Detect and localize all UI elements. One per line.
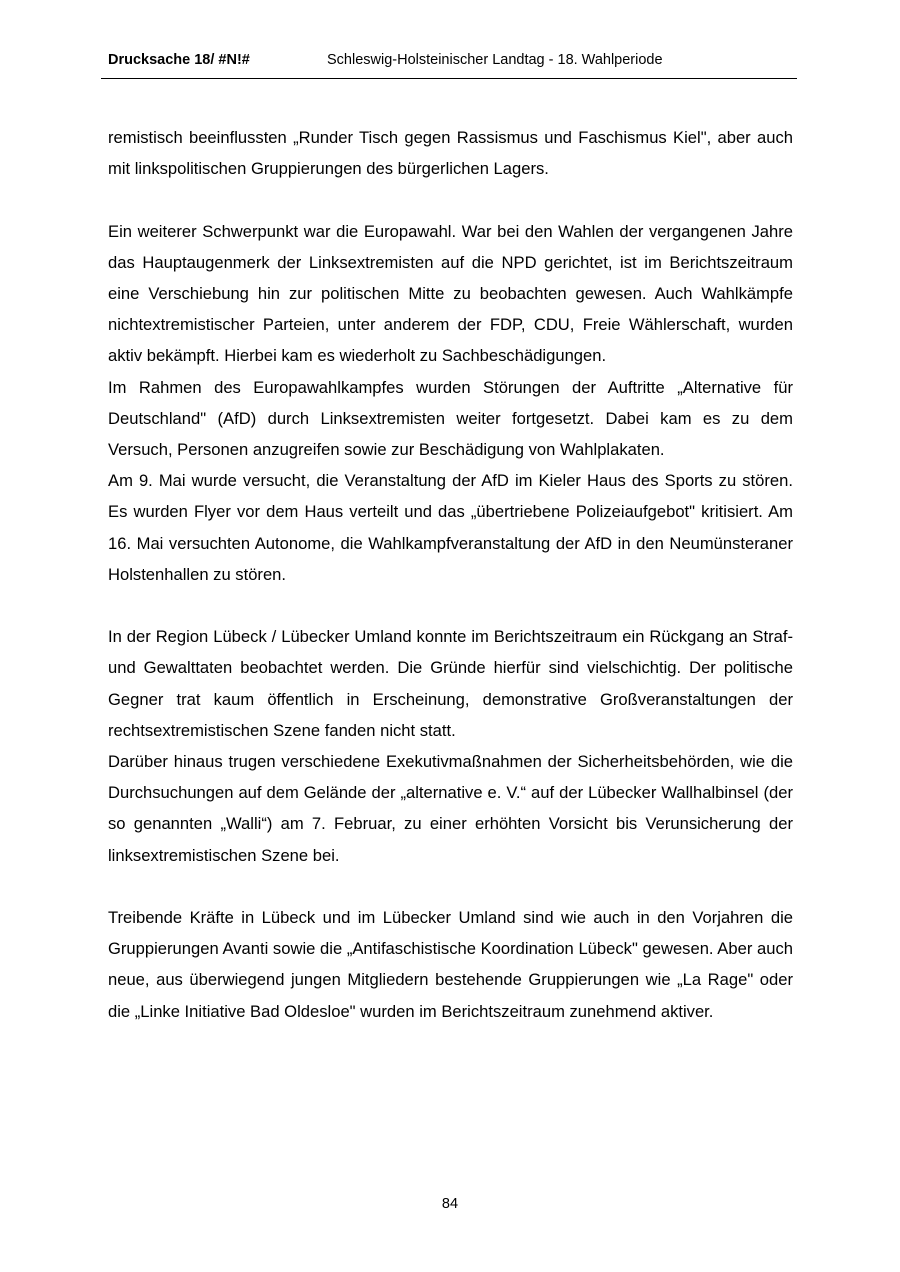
paragraph-gap [108,871,793,902]
paragraph-gap [108,590,793,621]
paragraph: Im Rahmen des Europawahlkampfes wurden Störungen der Auftritte „Alternative für Deutschland" (AfD) durch Linksextremisten weiter fortgesetzt. Dabei kam es zu dem Versuch, Personen anzugreifen sowie zur Beschädigung von Wahlplakaten. [108,377,793,460]
paragraph: Am 9. Mai wurde versucht, die Veranstaltung der AfD im Kieler Haus des Sports zu stören. Es wurden Flyer vor dem Haus verteilt und das „übertriebene Polizeiaufgebot" kritisiert. Am 16. Mai versuchten Autonome, die Wahlkampfveranstaltung der AfD in den Neumünsteraner Holstenhallen zu stören. [108,471,793,584]
paragraph: remistisch beeinflussten „Runder Tisch gegen Rassismus und Faschismus Kiel", aber auch mit linkspolitischen Gruppierungen des bürgerlichen Lagers. [108,128,793,179]
paragraph: Ein weiterer Schwerpunkt war die Europawahl. War bei den Wahlen der vergangenen Jahre das Hauptaugenmerk der Linksextremisten auf die NPD gerichtet, ist im Berichtszeitraum eine Verschiebung hin zur politischen Mitte zu beobachten gewesen. Auch Wahlkämpfe nichtextremistischer Parteien, unter anderem der FDP, CDU, Freie Wählerschaft, wurden aktiv bekämpft. Hierbei kam es wiederholt zu Sachbeschädigungen. [108,221,793,366]
parliament-title: Schleswig-Holsteinischer Landtag - 18. Wahlperiode [327,52,663,68]
paragraph-gap [108,184,793,215]
document-number: Drucksache 18/ #N!# [108,52,250,68]
paragraph: Treibende Kräfte in Lübeck und im Lübecker Umland sind wie auch in den Vorjahren die Gruppierungen Avanti sowie die „Antifaschistische Koordination Lübeck" gewesen. Aber auch neue, aus überwiegend jungen Mitgliedern bestehende Gruppierungen wie „La Rage" oder die „Linke Initiative Bad Oldesloe" wurden im Berichtszeitraum zunehmend aktiver. [108,908,793,1021]
page-header [101,50,797,79]
body-text [108,122,793,1027]
page-number: 84 [441,1196,459,1212]
paragraph: In der Region Lübeck / Lübecker Umland konnte im Berichtszeitraum ein Rückgang an Straf- und Gewalttaten beobachtet werden. Die Gründe hierfür sind vielschichtig. Der politische Gegner trat kaum öffentlich in Erscheinung, demonstrative Großveranstaltungen der rechtsextremistischen Szene fanden nicht statt. [108,627,793,740]
paragraph: Darüber hinaus trugen verschiedene Exekutivmaßnahmen der Sicherheitsbehörden, wie die Durchsuchungen auf dem Gelände der „alternative e. V.“ auf der Lübecker Wallhalbinsel (der so genannten „Walli“) am 7. Februar, zu einer erhöhten Vorsicht bis Verunsicherung der linksextremistischen Szene bei. [108,752,793,865]
